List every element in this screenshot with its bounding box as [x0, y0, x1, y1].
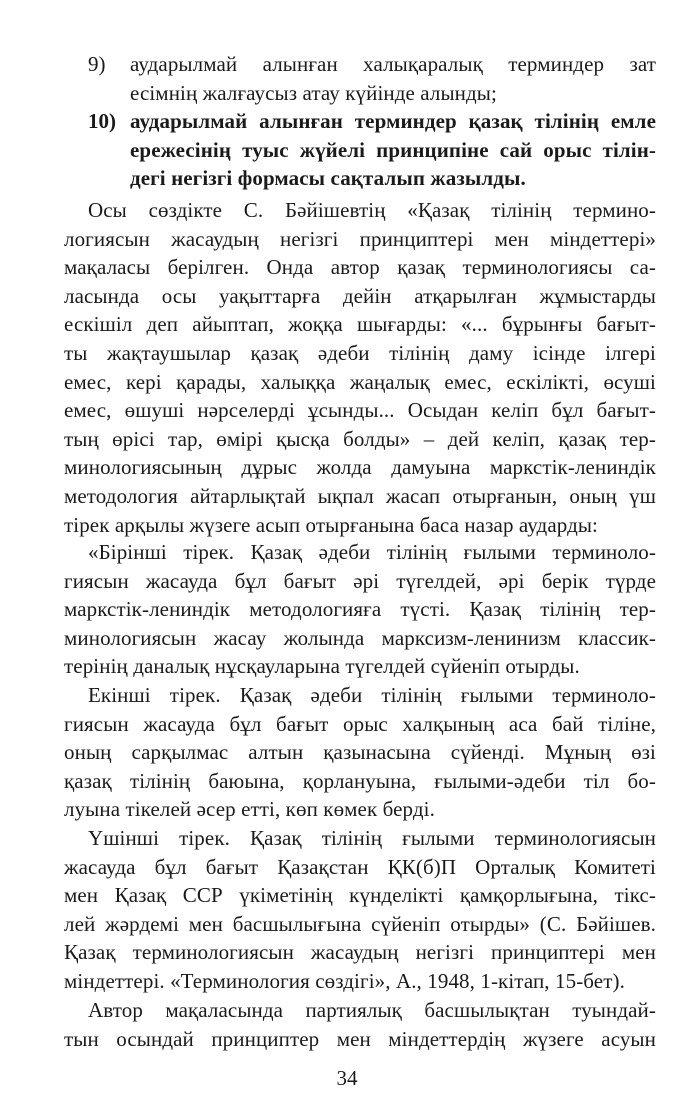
list-item-text: [130, 50, 656, 107]
text-line: методология айтарлықтай ықпал жасап отырғанын, оның үш: [64, 483, 656, 508]
text-line: оның сарқылмас алтын қазынасына сүйенді. Мұның өзі: [64, 740, 656, 765]
text-line: минологиясын жасау жолында марксизм-ленинизм классик-: [64, 625, 656, 650]
text-line: Екінші тірек. Қазақ әдеби тілінің ғылыми терминоло-: [88, 683, 656, 707]
text-line: емес, өшуші нәрселерді ұсынды... Осыдан келіп бұл бағыт-: [64, 398, 656, 423]
text-line: «Бірінші тірек. Қазақ әдеби тілінің ғылыми терминоло-: [88, 540, 656, 564]
text-line: ережесінің туыс жүйелі принципіне сай орыс тілін-: [130, 137, 656, 162]
text-line: жасауда бұл бағыт Қазақстан ҚК(б)П Орталық Комитеті: [64, 854, 656, 879]
paragraph-1: [64, 196, 656, 539]
text-line: ты жақтаушылар қазақ әдеби тілінің даму ісінде ілгері: [64, 340, 656, 365]
text-line: аударылмай алынған терминдер қазақ тілінің емле: [130, 109, 656, 133]
page-number: 34: [336, 1066, 358, 1090]
text-line: ескішіл деп айыптап, жоққа шығарды: «... бұрынғы бағыт-: [64, 312, 656, 337]
text-line: минологиясының дұрыс жолда дамуына маркстік-лениндік: [64, 455, 656, 480]
text-line: Қазақ терминологиясын жасаудың негізгі принциптері мен: [64, 940, 656, 965]
text-line: ласында осы уақыттарға дейін атқарылған жұмыстарды: [64, 283, 656, 308]
text-line: логиясын жасаудың негізгі принциптері мен міндеттері»: [64, 226, 656, 251]
list-item-2: [88, 107, 656, 193]
text-line: Үшінші тірек. Қазақ тілінің ғылыми терминологиясын: [88, 826, 656, 850]
text-line: Осы сөздікте С. Бәйішевтің «Қазақ тілінің термино-: [88, 198, 656, 222]
text-line: дегі негізгі формасы сақталып жазылды.: [130, 166, 526, 191]
paragraph-4: [64, 824, 656, 996]
paragraph-2: [64, 538, 656, 681]
text-line: мақаласы берілген. Онда автор қазақ терминологиясы са-: [64, 255, 656, 280]
paragraph-3: [64, 681, 656, 824]
text-line: мен Қазақ ССР үкіметінің күнделікті қамқорлығына, тікс-: [64, 883, 656, 908]
list-item-1: [88, 50, 656, 107]
text-line: тын осындай принциптер мен міндеттердің жүзеге асуын: [64, 1026, 656, 1051]
text-line: лей жәрдемі мен басшылығына сүйеніп отырды» (С. Бәйішев.: [64, 911, 656, 936]
text-line: емес, кері қарады, халыққа жаңалық емес, ескілікті, өсуші: [64, 369, 656, 394]
text-line: тың өрісі тар, өмірі қысқа болды» – дей келіп, қазақ тер-: [64, 426, 656, 451]
text-line: есімнің жалғаусыз атау күйінде алынды;: [130, 80, 497, 105]
paragraph-5: [64, 996, 656, 1053]
list-item-text: [130, 107, 656, 193]
text-line: луына тікелей әсер етті, көп көмек берді.: [64, 797, 435, 822]
text-line: қазақ тілінің баюына, қорлануына, ғылыми-әдеби тіл бо-: [64, 768, 656, 793]
text-line: маркстік-лениндік методологияға түсті. Қазақ тілінің тер-: [64, 597, 656, 622]
list-item-number: 9): [88, 52, 106, 76]
text-line: гиясын жасауда бұл бағыт әрі түгелдей, әрі берік түрде: [64, 568, 656, 593]
text-line: міндеттері. «Терминология сөздігі», А., 1948, 1-кітап, 15-бет).: [64, 968, 625, 993]
text-line: терінің даналық нұсқауларына түгелдей сүйеніп отырды.: [64, 654, 580, 679]
text-line: тірек арқылы жүзеге асып отырғанына баса назар аударды:: [64, 512, 598, 537]
list-item-number: 10): [88, 109, 116, 133]
text-line: аударылмай алынған халықаралық терминдер зат: [130, 52, 656, 76]
text-line: Автор мақаласында партиялық басшылықтан туындай-: [88, 998, 656, 1022]
text-line: гиясын жасауда бұл бағыт орыс халқының аса бай тіліне,: [64, 711, 656, 736]
